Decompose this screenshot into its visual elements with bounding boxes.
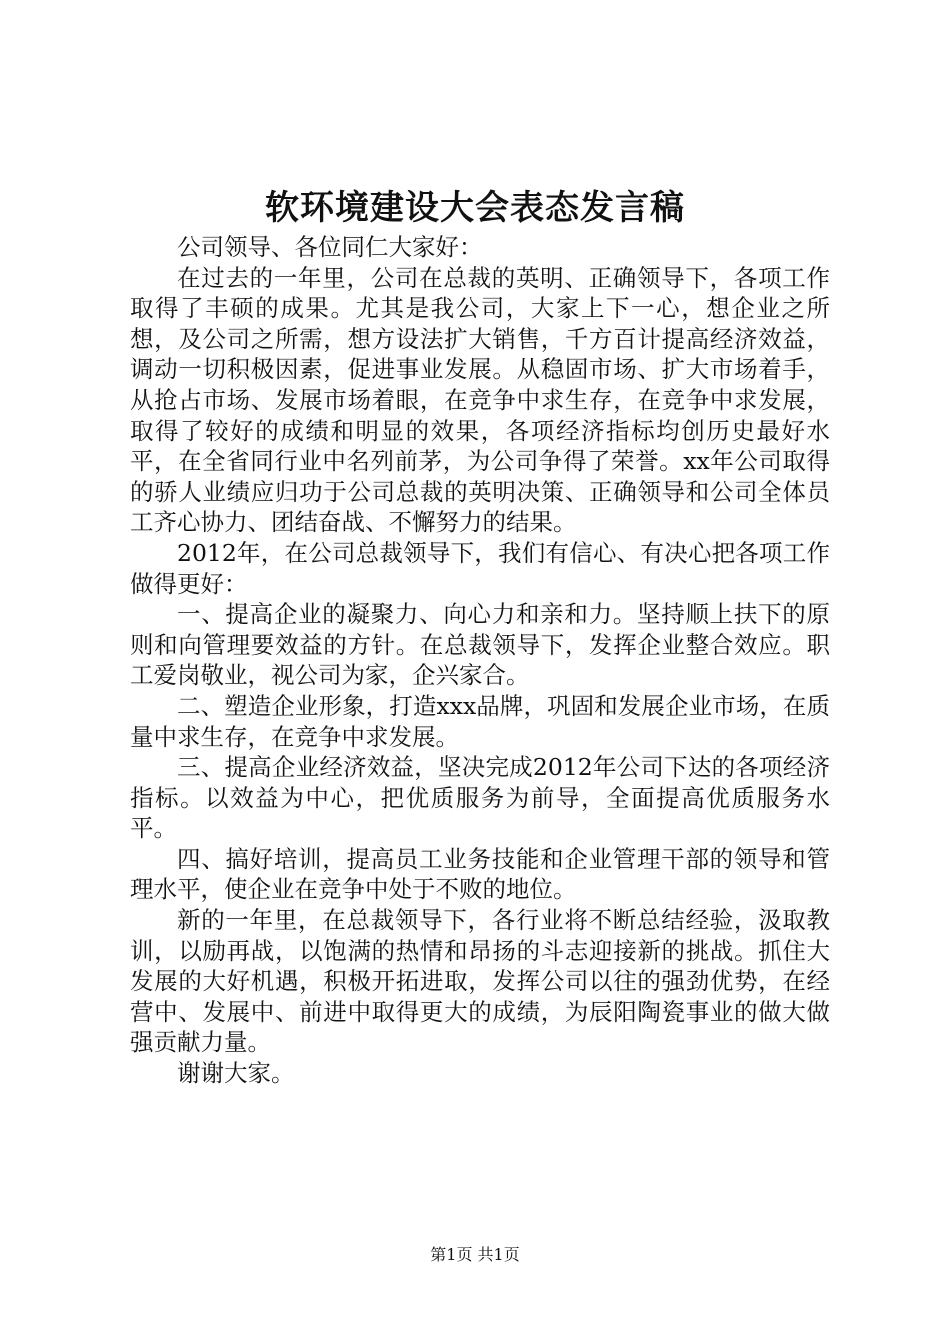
greeting-paragraph: 公司领导、各位同仁大家好： [177, 233, 483, 261]
page-number-footer: 第1页 共1页 [430, 1245, 520, 1264]
document-title: 软环境建设大会表态发言稿 [265, 188, 685, 228]
plan-item-2-paragraph: 二、塑造企业形象，打造xxx品牌，巩固和发展企业市场，在质量中求生存，在竞争中求发展。 [130, 691, 830, 751]
plan-item-4-paragraph: 四、搞好培训，提高员工业务技能和企业管理干部的领导和管理水平，使企业在竞争中处于不败的地位。 [130, 844, 830, 904]
document-body [130, 232, 830, 1089]
closing-paragraph: 谢谢大家。 [177, 1059, 295, 1088]
plan-item-1-paragraph: 一、提高企业的凝聚力、向心力和亲和力。坚持顺上扶下的原则和向管理要效益的方针。在总裁领导下，发挥企业整合效应。职工爱岗敬业，视公司为家，企兴家合。 [130, 600, 830, 690]
review-paragraph: 在过去的一年里，公司在总裁的英明、正确领导下，各项工作取得了丰硕的成果。尤其是我公司，大家上下一心，想企业之所想，及公司之所需，想方设法扩大销售，千方百计提高经济效益，调动一切积极因素，促进事业发展。从稳固市场、扩大市场着手，从抢占市场、发展市场着眼，在竞争中求生存，在竞争中求发展，取得了较好的成绩和明显的效果，各项经济指标均创历史最好水平，在全省同行业中名列前茅，为公司争得了荣誉。xx年公司取得的骄人业绩应归功于公司总裁的英明决策、正确领导和公司全体员工齐心协力、团结奋战、不懈努力的结果。 [130, 263, 830, 537]
plan-item-3-paragraph: 三、提高企业经济效益，坚决完成2012年公司下达的各项经济指标。以效益为中心，把优质服务为前导，全面提高优质服务水平。 [130, 753, 830, 843]
outlook-paragraph: 新的一年里，在总裁领导下，各行业将不断总结经验，汲取教训，以励再战，以饱满的热情和昂扬的斗志迎接新的挑战。抓住大发展的大好机遇，积极开拓进取，发挥公司以往的强劲优势，在经营中、发展中、前进中取得更大的成绩，为辰阳陶瓷事业的做大做强贡献力量。 [130, 906, 830, 1057]
plan-intro-paragraph: 2012年，在公司总裁领导下，我们有信心、有决心把各项工作做得更好： [130, 538, 830, 598]
